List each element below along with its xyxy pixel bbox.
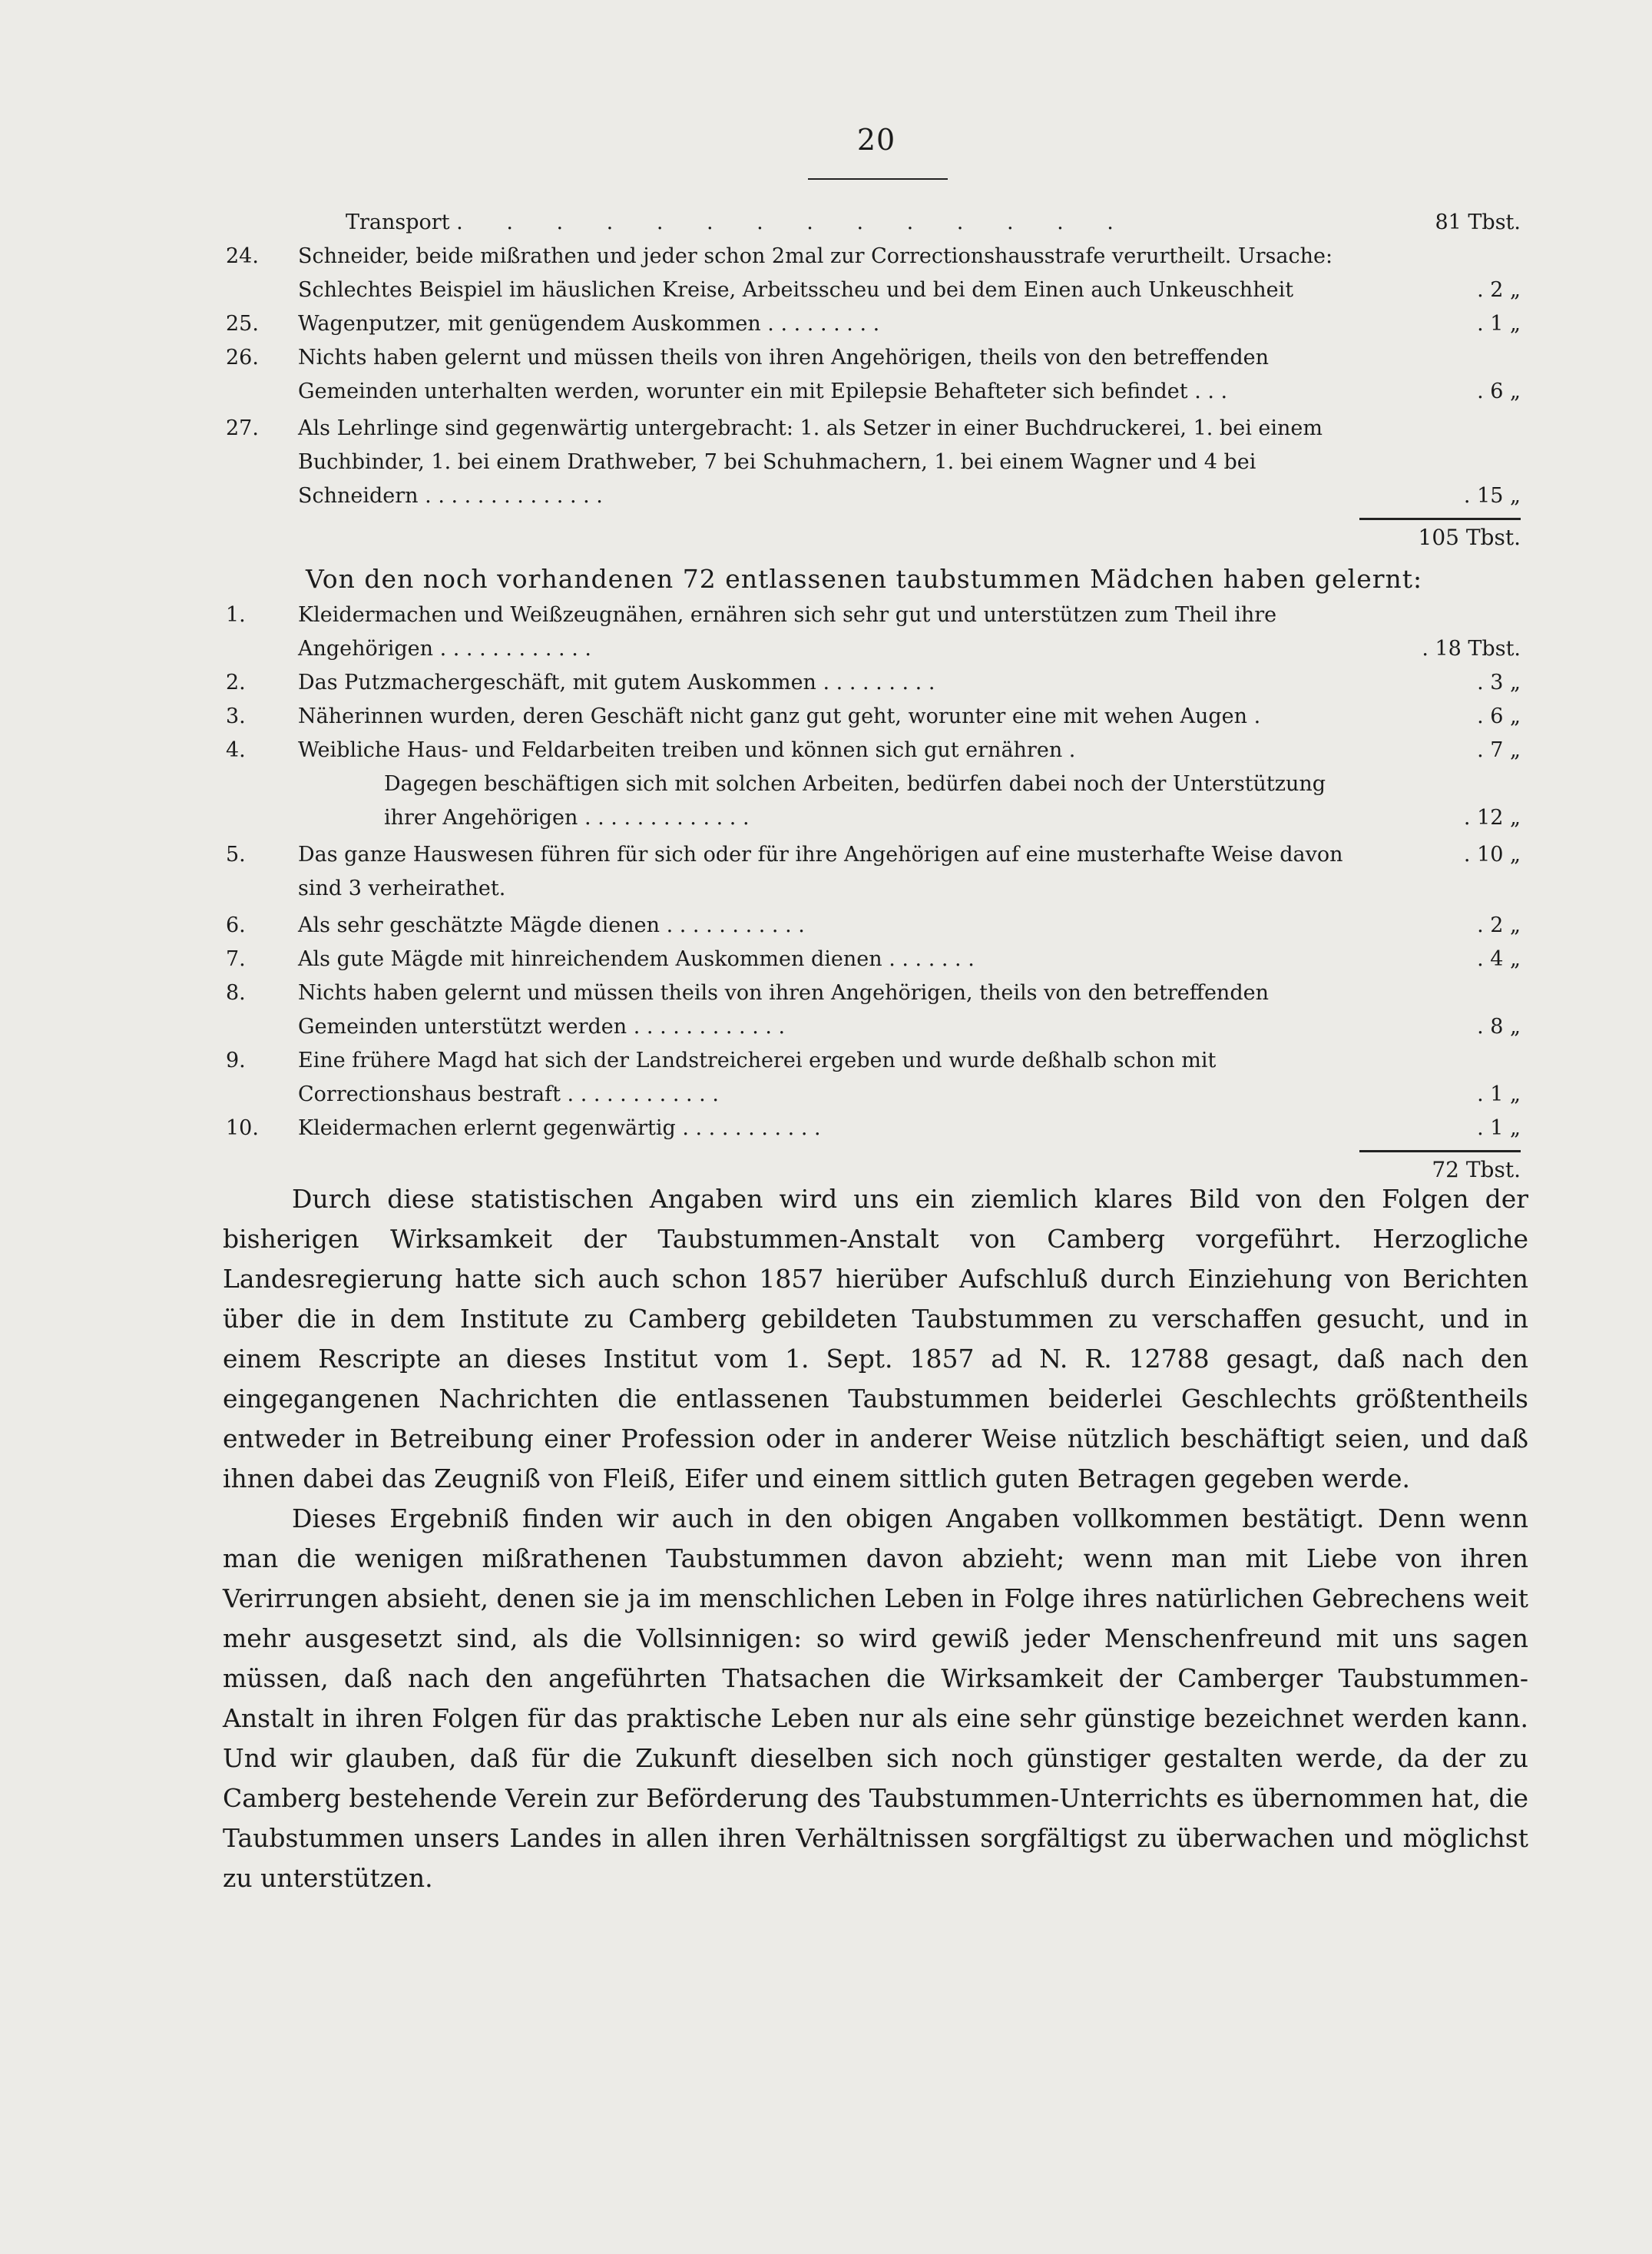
item-number: 8. bbox=[226, 981, 246, 1005]
item-text: Nichts haben gelernt und müssen theils von ihren Angehörigen, theils von den betreffenden Gemeinden unterhalten werden, worunter ein mit Epilepsie Behafteter sich befindet . . . bbox=[298, 346, 1269, 403]
item-text: Weibliche Haus- und Feldarbeiten treiben und können sich gut ernähren . bbox=[298, 738, 1076, 762]
item-number: 3. bbox=[226, 704, 246, 728]
item-amount: . 4 „ bbox=[1477, 947, 1521, 971]
item-amount: . 2 „ bbox=[1477, 913, 1521, 937]
page-number: 20 bbox=[856, 123, 896, 157]
item-text: Eine frühere Magd hat sich der Landstreicherei ergeben und wurde deßhalb schon mit Correctionshaus bestraft . . . . . . . . . . . . bbox=[298, 1049, 1217, 1106]
item-amount: . 1 „ bbox=[1477, 1082, 1521, 1106]
item-text: Nichts haben gelernt und müssen theils von ihren Angehörigen, theils von den betreffenden Gemeinden unterstützt werden . . . . . . . . . . . . bbox=[298, 981, 1269, 1039]
boys-total: 105 Tbst. bbox=[1418, 525, 1521, 550]
item-text: Als Lehrlinge sind gegenwärtig untergebracht: 1. als Setzer in einer Buchdruckerei, 1. bei einem Buchbinder, 1. bei einem Drathweber, 7 bei Schuhmachern, 1. bei einem Wagner und 4 bei Schneidern . . . . . . . . . . . . . . bbox=[298, 416, 1323, 508]
item-amount: . 7 „ bbox=[1477, 738, 1521, 762]
girls-total: 72 Tbst. bbox=[1432, 1157, 1521, 1182]
list-item bbox=[215, 909, 1521, 943]
dagegen-note bbox=[215, 767, 1521, 835]
list-item bbox=[215, 240, 1521, 307]
dagegen-amount: . 12 „ bbox=[1463, 806, 1521, 830]
item-amount: . 10 „ bbox=[1463, 843, 1521, 867]
body-text bbox=[223, 1179, 1528, 1898]
item-text: Kleidermachen erlernt gegenwärtig . . . . . . . . . . . bbox=[298, 1116, 821, 1140]
dagegen-text: Dagegen beschäftigen sich mit solchen Arbeiten, bedürfen dabei noch der Unterstützung ihrer Angehörigen . . . . . . . . . . . . . bbox=[384, 772, 1326, 830]
item-text: Das Putzmachergeschäft, mit gutem Auskommen . . . . . . . . . bbox=[298, 671, 935, 694]
transport-label: Transport bbox=[346, 210, 450, 234]
item-text: Das ganze Hauswesen führen für sich oder für ihre Angehörigen auf eine musterhafte Weise davon sind 3 verheirathet. bbox=[298, 843, 1343, 900]
item-text: Näherinnen wurden, deren Geschäft nicht ganz gut geht, worunter eine mit wehen Augen . bbox=[298, 704, 1261, 728]
list-item bbox=[215, 1112, 1521, 1145]
list-item bbox=[215, 700, 1521, 734]
statistics-list bbox=[215, 206, 1521, 1188]
item-amount: . 2 „ bbox=[1477, 278, 1521, 302]
item-number: 27. bbox=[226, 416, 259, 440]
item-amount: . 3 „ bbox=[1477, 671, 1521, 694]
item-amount: . 1 „ bbox=[1477, 312, 1521, 336]
item-number: 7. bbox=[226, 947, 246, 971]
item-text: Wagenputzer, mit genügendem Auskommen . . . . . . . . . bbox=[298, 312, 880, 336]
item-amount: . 15 „ bbox=[1463, 484, 1521, 508]
item-amount: . 6 „ bbox=[1477, 704, 1521, 728]
transport-dots: . . . . . . . . . . . . . . bbox=[456, 210, 1132, 234]
list-item bbox=[215, 307, 1521, 341]
list-item bbox=[215, 412, 1521, 513]
list-item bbox=[215, 734, 1521, 767]
transport-row bbox=[215, 206, 1521, 240]
item-text: Als sehr geschätzte Mägde dienen . . . . . . . . . . . bbox=[298, 913, 805, 937]
item-text: Als gute Mägde mit hinreichendem Auskommen dienen . . . . . . . bbox=[298, 947, 975, 971]
girls-heading: Von den noch vorhandenen 72 entlassenen taubstummen Mädchen haben gelernt: bbox=[306, 564, 1423, 594]
item-amount: . 1 „ bbox=[1477, 1116, 1521, 1140]
item-amount: . 6 „ bbox=[1477, 380, 1521, 403]
item-text: Kleidermachen und Weißzeugnähen, ernähren sich sehr gut und unterstützen zum Theil ihre Angehörigen . . . . . . . . . . . . bbox=[298, 603, 1277, 661]
list-item bbox=[215, 943, 1521, 976]
list-item bbox=[215, 1044, 1521, 1112]
paragraph: Dieses Ergebniß finden wir auch in den obigen Angaben vollkommen bestätigt. Denn wenn man die wenigen mißrathenen Taubstummen davon abzieht; wenn man mit Liebe von ihren Verirrungen absieht, denen sie ja im menschlichen Leben in Folge ihres natürlichen Gebrechens weit mehr ausgesetzt sind, als die Vollsinnigen: so wird gewiß jeder Menschenfreund mit uns sagen müssen, daß nach den angeführten Thatsachen die Wirksamkeit der Camberger Taubstummen-Anstalt in ihren Folgen für das praktische Leben nur als eine sehr günstige bezeichnet werden kann. Und wir glauben, daß für die Zukunft dieselben sich noch günstiger gestalten werde, da der zu Camberg bestehende Verein zur Beförderung des Taubstummen-Unterrichts es übernommen hat, die Taubstummen unsers Landes in allen ihren Verhältnissen sorgfältigst zu überwachen und möglichst zu unterstützen. bbox=[223, 1503, 1528, 1893]
list-item bbox=[215, 598, 1521, 666]
item-number: 2. bbox=[226, 671, 246, 694]
paragraph: Durch diese statistischen Angaben wird uns ein ziemlich klares Bild von den Folgen der bisherigen Wirksamkeit der Taubstummen-Anstalt von Camberg vorgeführt. Herzogliche Landesregierung hatte sich auch schon 1857 hierüber Aufschluß durch Einziehung von Berichten über die in dem Institute zu Camberg gebildeten Taubstummen zu verschaffen gesucht, und in einem Rescripte an dieses Institut vom 1. Sept. 1857 ad N. R. 12788 gesagt, daß nach den eingegangenen Nachrichten die entlassenen Taubstummen beiderlei Geschlechts größtentheils entweder in Betreibung einer Profession oder in anderer Weise nützlich beschäftigt seien, und daß ihnen dabei das Zeugniß von Fleiß, Eifer und einem sittlich guten Betragen gegeben werde. bbox=[223, 1184, 1528, 1493]
list-item bbox=[215, 666, 1521, 700]
list-item bbox=[215, 838, 1521, 906]
transport-amount: 81 Tbst. bbox=[1435, 210, 1521, 234]
item-text: Schneider, beide mißrathen und jeder schon 2mal zur Correctionshausstrafe verurtheilt. Ursache: Schlechtes Beispiel im häuslichen Kreise, Arbeitsscheu und bei dem Einen auch Unkeuschheit bbox=[298, 244, 1333, 302]
item-amount: . 18 Tbst. bbox=[1422, 637, 1521, 661]
item-number: 9. bbox=[226, 1049, 246, 1072]
item-number: 5. bbox=[226, 843, 246, 867]
item-number: 10. bbox=[226, 1116, 259, 1140]
item-number: 25. bbox=[226, 312, 259, 336]
item-number: 4. bbox=[226, 738, 246, 762]
item-number: 1. bbox=[226, 603, 246, 627]
list-item bbox=[215, 976, 1521, 1044]
item-number: 26. bbox=[226, 346, 259, 370]
list-item bbox=[215, 341, 1521, 409]
item-number: 6. bbox=[226, 913, 246, 937]
header-rule bbox=[808, 178, 948, 180]
item-amount: . 8 „ bbox=[1477, 1015, 1521, 1039]
item-number: 24. bbox=[226, 244, 259, 268]
